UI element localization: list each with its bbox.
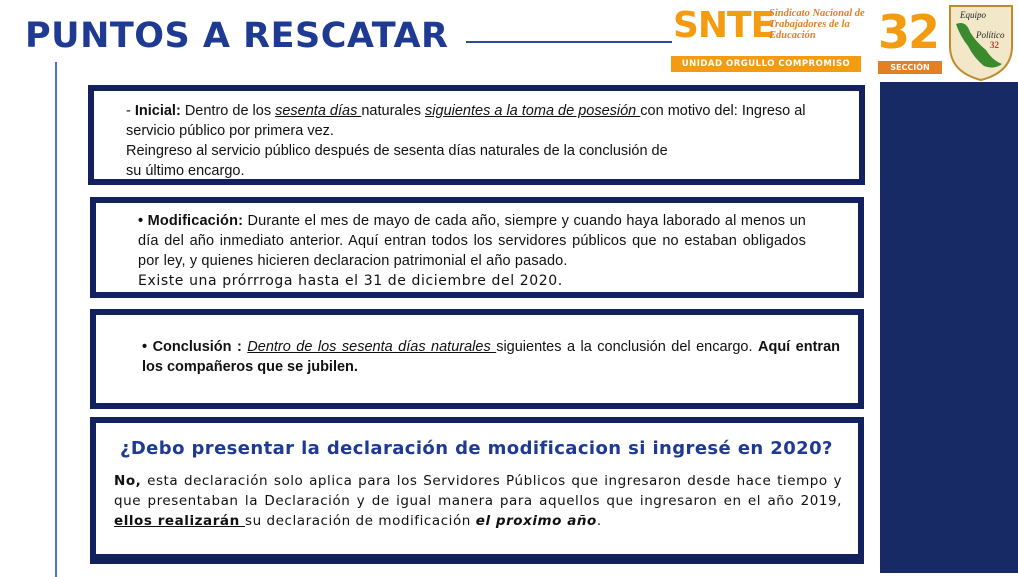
pregunta-box-frame [96,423,858,558]
pregunta-answer-body: esta declaración solo aplica para los Servidores Públicos que ingresaron desde hace tiempo y que presentaban la Declaración y de igual manera para aquellos que ingresaron en el año 2019, [114,473,842,509]
pregunta-heading: ¿Debo presentar la declaración de modificacion si ingresé en 2020? [120,438,833,459]
seccion-number: 32 [878,5,939,59]
conclusion-siguientes: siguientes a la conclusión del encargo. [496,339,758,355]
left-vertical-rule [55,62,57,577]
shield-text-politico: Político [976,30,1005,40]
snte-logo [671,6,865,74]
pregunta-box [90,417,864,564]
page-title: PUNTOS A RESCATAR [25,16,449,56]
snte-logo-subtitle: Sindicato Nacional de Trabajadores de la Educación [769,8,865,41]
modificacion-box [90,197,864,298]
shield-logo [946,2,1016,82]
conclusion-box-content [96,315,858,403]
conclusion-bullet: • [142,339,148,355]
snte-logo-word: SNTE [673,5,775,46]
seccion-label: SECCIÓN [878,61,942,74]
inicial-text-1: Dentro de los [180,103,276,119]
modificacion-body: Durante el mes de mayo de cada año, siempre y cuando haya laborado al menos un día del año inmediato anterior. Aquí entran todos los servidores públicos que no estaban obligados por ley, y quienes hicieren declaracion patrimonial el año pasado. [138,213,806,269]
inicial-text-motivo: con motivo del: Ingreso al servicio público por primera vez. [126,103,806,139]
inicial-dash: - [126,103,135,119]
conclusion-box [90,309,864,409]
modificacion-bullet: • [138,213,144,229]
title-underline [466,41,672,43]
inicial-reingreso-line: Reingreso al servicio público después de sesenta días naturales de la conclusión de [126,143,668,159]
conclusion-label: Conclusión : [152,339,242,355]
inicial-text-toma-posesion: siguientes a la toma de posesión [425,103,641,119]
inicial-ultimo-encargo-line: su último encargo. [126,163,245,179]
inicial-paragraph [126,101,845,141]
inicial-box-content [94,91,859,179]
modificacion-prorroga: Existe una prórrroga hasta el 31 de diciembre del 2020. [138,273,563,289]
right-decorative-panel [880,82,1018,573]
pregunta-answer-proximo-ano: el proximo año [475,513,597,529]
pregunta-answer-declaracion: su declaración de modificación [245,513,476,529]
shield-text-equipo: Equipo [960,10,986,20]
modificacion-box-content [96,203,858,292]
pregunta-answer-ellos: ellos realizarán [114,513,245,529]
inicial-text-sesenta-dias: sesenta días [275,103,362,119]
conclusion-jubilen: Aquí entran los compañeros que se jubilen. [142,339,840,375]
pregunta-answer-no: No, [114,473,142,489]
conclusion-paragraph [142,337,840,377]
inicial-text-naturales: naturales [361,103,426,119]
inicial-box [88,85,865,185]
seccion-32-logo [876,5,946,76]
pregunta-answer-period: . [596,513,602,529]
shield-text-number: 32 [990,40,999,50]
modificacion-paragraph [138,211,806,271]
conclusion-sesenta-dias: Dentro de los sesenta días naturales [247,339,497,355]
pregunta-answer [114,471,846,531]
snte-logo-tagline: UNIDAD ORGULLO COMPROMISO [671,56,861,72]
pregunta-box-content [96,423,858,554]
modificacion-label: Modificación: [147,213,244,229]
inicial-label: Inicial: [134,103,181,119]
